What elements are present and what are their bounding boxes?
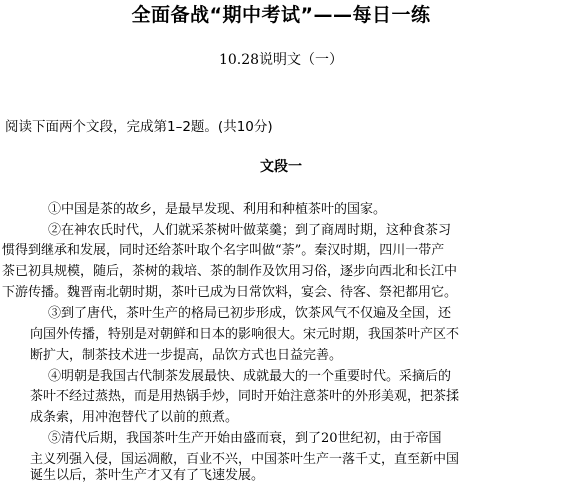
passage-line: 诞生以后，茶叶生产才又有了飞速发展。 — [30, 468, 265, 483]
passage-line: 断扩大，制茶技术进一步提高，品饮方式也日益完善。 — [30, 348, 343, 363]
section-title: 文段一 — [260, 159, 302, 175]
passage-line: 下游传播。魏晋南北朝时期，茶叶已成为日常饮料，宴会、待客、祭祀都用它。 — [2, 285, 458, 300]
reading-instruction: 阅读下面两个文段，完成第1–2题。(共10分) — [5, 119, 273, 135]
passage-line: 茶叶不经过蒸热，而是用热锅手炒，同时开始注意茶叶的外形美观，把茶揉 — [30, 389, 460, 404]
passage-line: 成条索，用冲泡替代了以前的煎煮。 — [30, 410, 239, 425]
passage-line: 向国外传播，特别是对朝鲜和日本的影响很大。宋元时期，我国茶叶产区不 — [30, 327, 460, 342]
passage-line: ⑤清代后期，我国茶叶生产开始由盛而衰，到了20世纪初，由于帝国 — [48, 431, 442, 446]
passage-line: ③到了唐代，茶叶生产的格局已初步形成，饮茶风气不仅遍及全国，还 — [48, 306, 452, 321]
passage-line: 茶已初具规模，随后，茶树的栽培、茶的制作及饮用习俗，逐步向西北和长江中 — [2, 264, 458, 279]
passage-line: ②在神农氏时代，人们就采茶树叶做菜羹；到了商周时期，这种食茶习 — [48, 223, 452, 238]
page-title: 全面备战“期中考试”——每日一练 — [131, 4, 431, 26]
passage-line: ④明朝是我国古代制茶发展最快、成就最大的一个重要时代。采摘后的 — [48, 369, 452, 384]
page-subtitle: 10.28说明文（一） — [218, 52, 344, 68]
passage-line: ①中国是茶的故乡，是最早发现、利用和种植茶叶的国家。 — [48, 202, 387, 217]
passage-line: 主义列强入侵，国运凋敝，百业不兴，中国茶叶生产一落千丈，直至新中国 — [30, 452, 460, 467]
passage-line: 惯得到继承和发展，同时还给茶叶取个名字叫做“荼”。秦汉时期，四川一带产 — [2, 243, 445, 258]
